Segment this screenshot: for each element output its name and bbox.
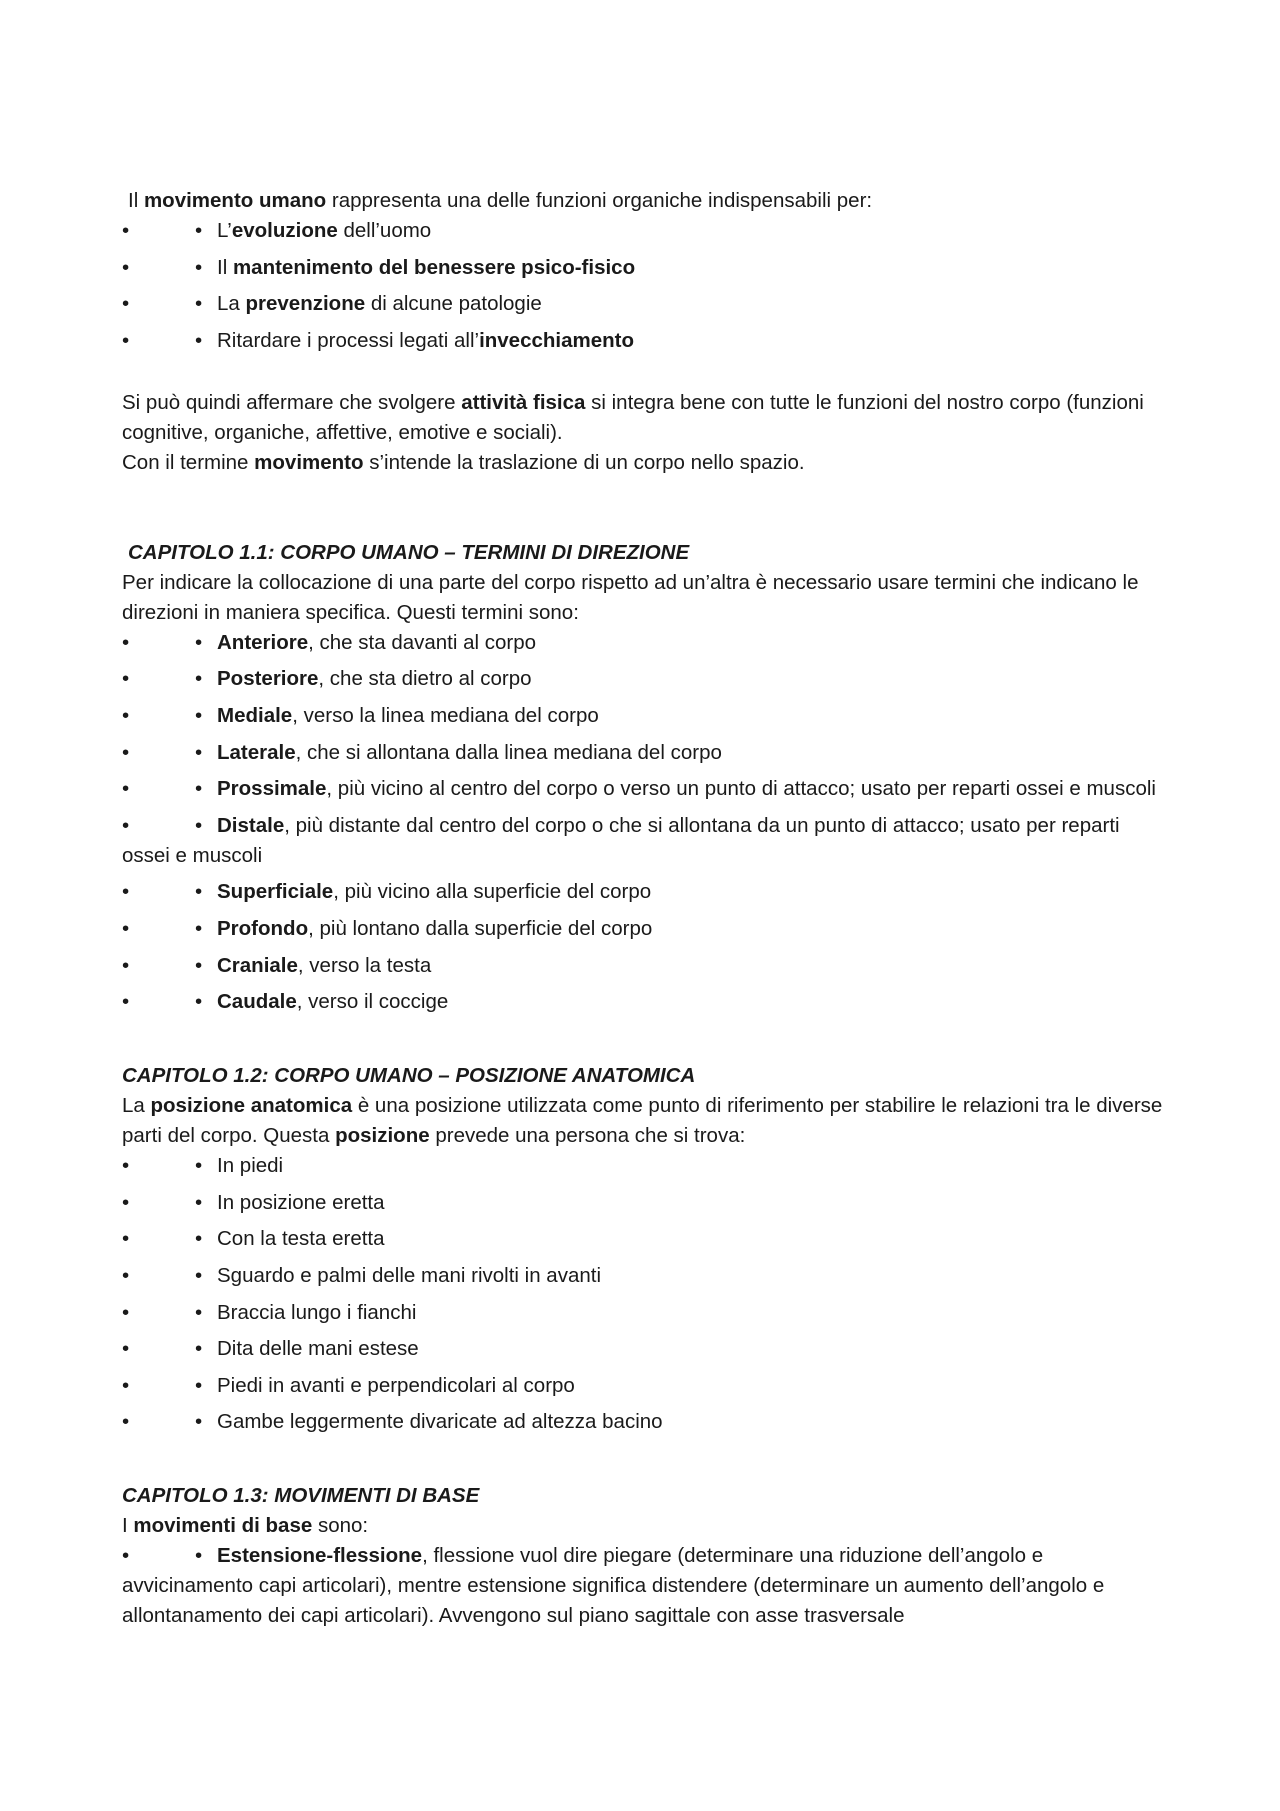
bullet-icon: • [195,1300,203,1324]
bullet-icon: • [122,990,130,1014]
bullet-icon: • [122,1337,130,1361]
bullet-icon: • [195,880,203,904]
bullet-icon: • [122,1263,130,1287]
direction-terms-list [122,628,1172,1017]
bullet-icon: • [122,1190,130,1214]
bullet-icon: • [195,1263,203,1287]
chapter-1-3-heading: CAPITOLO 1.3: MOVIMENTI DI BASE [122,1484,480,1508]
bullet-icon: • [195,292,203,316]
list-item: • • Superficiale, più vicino alla superficie del corpo [122,877,1172,907]
chapter-1-2-heading: CAPITOLO 1.2: CORPO UMANO – POSIZIONE ANATOMICA [122,1064,696,1088]
bullet-icon: • [195,1373,203,1397]
bullet-icon: • [122,1373,130,1397]
bullet-icon: • [122,703,130,727]
list-item: • • Gambe leggermente divaricate ad altezza bacino [122,1407,1172,1437]
list-item: • • Il mantenimento del benessere psico-fisico [122,253,1172,283]
bullet-icon: • [122,1410,130,1434]
bullet-icon: • [122,953,130,977]
list-item: • • La prevenzione di alcune patologie [122,289,1172,319]
bullet-icon: • [122,1300,130,1324]
document-content [122,186,1172,1631]
list-item: • • Mediale, verso la linea mediana del corpo [122,701,1172,731]
list-item: • • Posteriore, che sta dietro al corpo [122,664,1172,694]
list-item: • • Piedi in avanti e perpendicolari al corpo [122,1371,1172,1401]
bullet-icon: • [195,219,203,242]
bullet-icon: • [122,777,130,801]
bullet-icon: • [195,1227,203,1251]
bullet-icon: • [195,813,203,837]
bullet-icon: • [195,990,203,1014]
list-item: • • Sguardo e palmi delle mani rivolti in avanti [122,1261,1172,1291]
list-item: • • In piedi [122,1151,1172,1181]
list-item: • • Craniale, verso la testa [122,951,1172,981]
bullet-icon: • [122,219,130,242]
bullet-icon: • [122,667,130,691]
list-item: • • Distale, più distante dal centro del corpo o che si allontana da un punto di attacco; usato per reparti ossei e muscoli [122,811,1172,871]
list-item: • • Profondo, più lontano dalla superficie del corpo [122,914,1172,944]
bullet-icon: • [122,630,130,654]
list-item: • • Anteriore, che sta davanti al corpo [122,628,1172,658]
bullet-icon: • [195,328,203,352]
list-item: • • In posizione eretta [122,1188,1172,1218]
bullet-icon: • [195,630,203,654]
paragraph-attivita-fisica: Si può quindi affermare che svolgere attività fisica si integra bene con tutte le funzioni del nostro corpo (funzioni cognitive, organiche, affettive, emotive e sociali). [122,390,1144,444]
bullet-icon: • [122,880,130,904]
bullet-icon: • [195,667,203,691]
bullet-icon: • [195,1410,203,1434]
list-item: • • Dita delle mani estese [122,1334,1172,1364]
chapter-1-3-paragraph: I movimenti di base sono: [122,1514,369,1538]
list-item: • • Braccia lungo i fianchi [122,1298,1172,1328]
bullet-icon: • [195,703,203,727]
bullet-icon: • [195,1337,203,1361]
chapter-1-1-heading: CAPITOLO 1.1: CORPO UMANO – TERMINI DI DIREZIONE [128,540,690,564]
bullet-icon: • [195,777,203,801]
bullet-icon: • [195,740,203,764]
paragraph-movimento: Con il termine movimento s’intende la traslazione di un corpo nello spazio. [122,450,805,474]
list-item-estensione-flessione: • • Estensione-flessione, flessione vuol dire piegare (determinare una riduzione dell’angolo e avvicinamento capi articolari), mentre estensione significa distendere (determinare un aumento dell’angolo e allontanamento dei capi articolari). Avvengono sul piano sagittale con asse trasversale [122,1541,1172,1631]
bullet-icon: • [122,328,130,352]
list-item: • • Ritardare i processi legati all’invecchiamento [122,326,1172,356]
list-item: • • L’evoluzione dell’uomo [122,216,1172,246]
bullet-icon: • [122,813,130,837]
bullet-icon: • [195,916,203,940]
bullet-icon: • [122,1154,130,1178]
bullet-icon: • [122,1227,130,1251]
bullet-icon: • [195,953,203,977]
intro-paragraph: Il movimento umano rappresenta una delle funzioni organiche indispensabili per: [128,189,873,212]
bullet-icon: • [195,1154,203,1178]
chapter-1-2-paragraph: La posizione anatomica è una posizione utilizzata come punto di riferimento per stabilire le relazioni tra le diverse parti del corpo. Questa posizione prevede una persona che si trova: [122,1094,1163,1148]
list-item: • • Caudale, verso il coccige [122,987,1172,1017]
intro-list [122,216,1172,356]
bullet-icon: • [122,740,130,764]
bullet-icon: • [122,292,130,316]
bullet-icon: • [195,1190,203,1214]
bullet-icon: • [195,255,203,279]
bullet-icon: • [122,1544,130,1568]
list-item: • • Con la testa eretta [122,1224,1172,1254]
list-item: • • Prossimale, più vicino al centro del corpo o verso un punto di attacco; usato per reparti ossei e muscoli [122,774,1172,804]
anatomical-position-list [122,1151,1172,1437]
bullet-icon: • [122,255,130,279]
bullet-icon: • [195,1544,203,1568]
bullet-icon: • [122,916,130,940]
chapter-1-1-intro: Per indicare la collocazione di una parte del corpo rispetto ad un’altra è necessario usare termini che indicano le direzioni in maniera specifica. Questi termini sono: [122,570,1139,624]
list-item: • • Laterale, che si allontana dalla linea mediana del corpo [122,738,1172,768]
